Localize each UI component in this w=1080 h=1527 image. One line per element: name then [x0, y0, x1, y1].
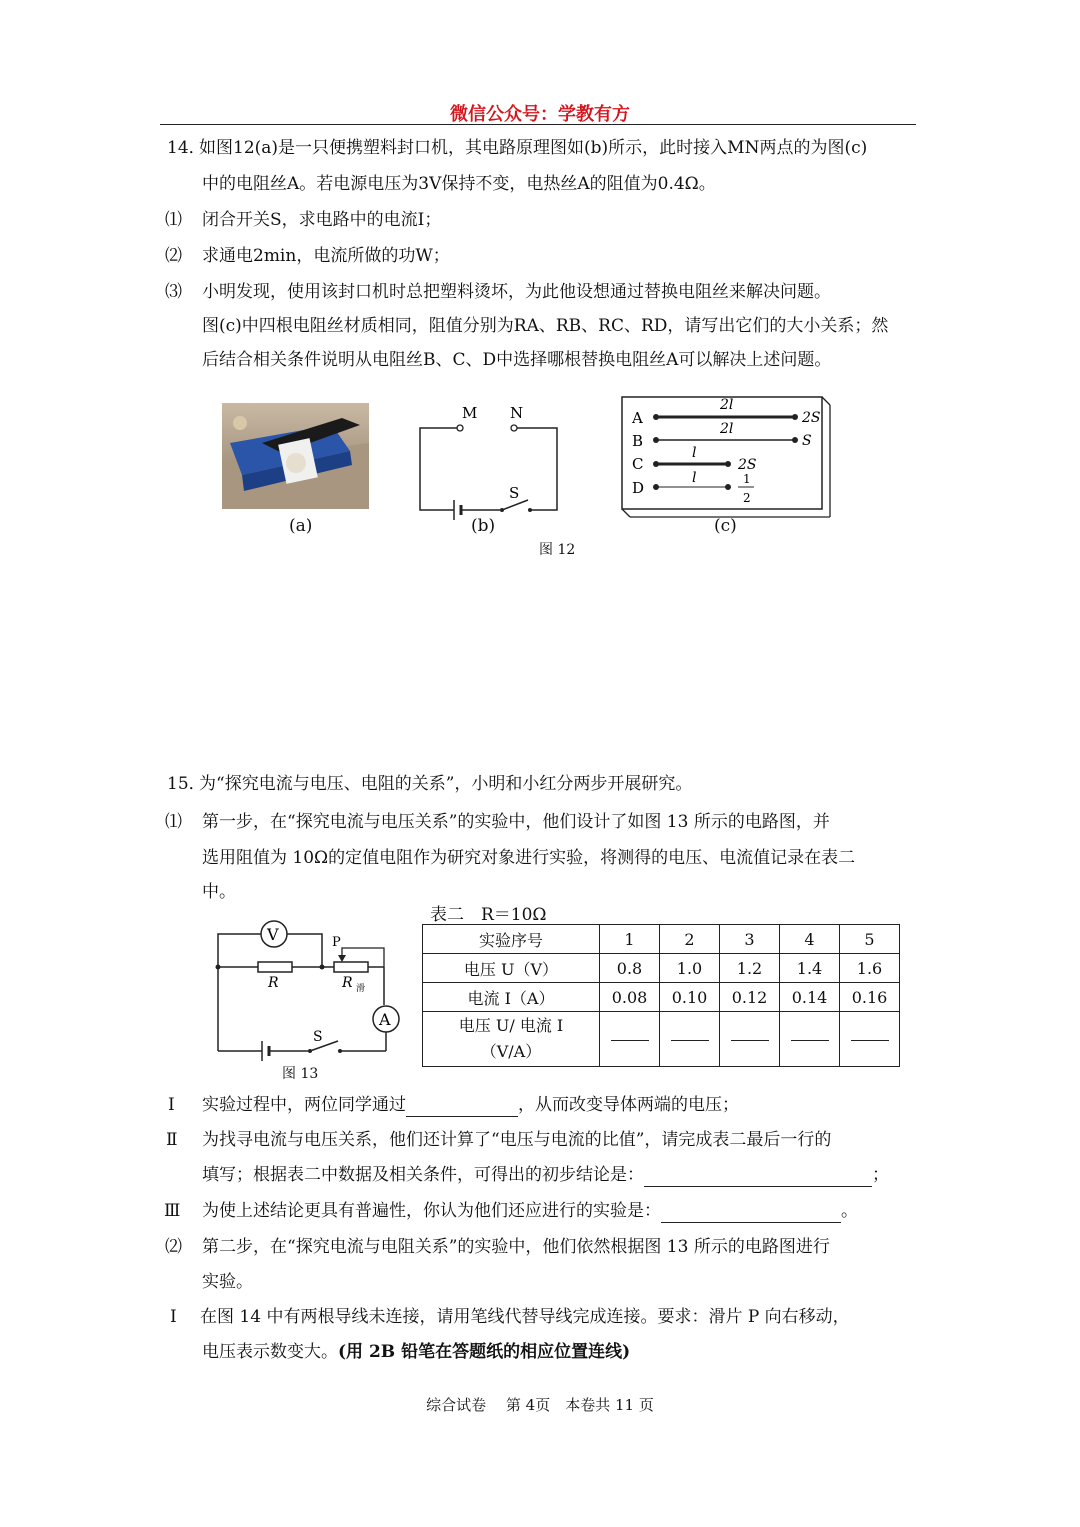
table-header: 实验序号 [423, 925, 600, 954]
ratio-label-1: 电压 U/ 电流 I [458, 1016, 564, 1035]
slider-p-label: P [332, 935, 341, 950]
q14-number: 14． [167, 138, 206, 158]
wire-a-area: 2S [802, 410, 821, 426]
wire-d-length: l [692, 470, 697, 486]
answer-blank[interactable] [644, 1168, 872, 1187]
ratio-cell[interactable] [660, 1012, 720, 1067]
q15-iii-a: 为使上述结论更具有普遍性，你认为他们还应进行的实验是： [202, 1201, 661, 1221]
wire-c-length: l [692, 445, 697, 461]
wire-b-label: B [632, 432, 644, 450]
voltage-cell: 0.8 [600, 954, 660, 983]
voltage-cell: 1.4 [780, 954, 840, 983]
q15-i2-number: Ⅰ [170, 1307, 177, 1327]
table-header: 1 [600, 925, 660, 954]
terminal-m [457, 425, 463, 431]
wires-board-c [620, 395, 835, 520]
table-header: 4 [780, 925, 840, 954]
q15-iii [202, 1199, 858, 1223]
q14-p2: 求通电2min，电流所做的功W； [202, 246, 450, 266]
q15-number: 15． [167, 774, 206, 794]
wire-d-label: D [632, 479, 645, 497]
resistor-r-label: R [268, 975, 279, 991]
q15-ii-1: 为找寻电流与电压关系，他们还计算了“电压与电流的比值”，请完成表二最后一行的 [202, 1130, 832, 1150]
wire-c-area: 2S [738, 457, 757, 473]
table-row [423, 925, 900, 954]
q15-i-text-b: ，从而改变导体两端的电压； [518, 1095, 739, 1115]
q14-p3-3: 后结合相关条件说明从电阻丝B、C、D中选择哪根替换电阻丝A可以解决上述问题。 [202, 350, 832, 370]
rheostat-sub: 滑 [356, 984, 366, 994]
current-cell: 0.12 [720, 983, 780, 1012]
table-header: 2 [660, 925, 720, 954]
q15-i-number: Ⅰ [168, 1095, 175, 1115]
q14-p3-1: 小明发现，使用该封口机时总把塑料烫坏，为此他设想通过替换电阻丝来解决问题。 [202, 282, 831, 302]
table-row [423, 1012, 900, 1067]
q14-p3-number: ⑶ [165, 282, 182, 302]
q15-i2-2 [202, 1340, 630, 1364]
answer-blank[interactable] [406, 1098, 518, 1117]
q15-p2-2: 实验。 [202, 1272, 253, 1292]
page-footer: 综合试卷 第 4页 本卷共 11 页 [426, 1396, 654, 1414]
switch-s-label: S [313, 1029, 323, 1045]
q15-i2-2b: (用 2B 铅笔在答题纸的相应位置连线) [338, 1342, 631, 1362]
voltmeter-label: V [267, 925, 279, 944]
circuit-b [412, 400, 572, 525]
q15-iii-number: Ⅲ [164, 1201, 181, 1221]
table-header: 5 [840, 925, 900, 954]
wire-d-frac-num: 1 [743, 472, 751, 486]
voltage-cell: 1.0 [660, 954, 720, 983]
q15-intro: 为“探究电流与电压、电阻的关系”，小明和小红分两步开展研究。 [199, 774, 693, 794]
table-row [423, 983, 900, 1012]
q15-p1-1: 第一步，在“探究电流与电压关系”的实验中，他们设计了如图 13 所示的电路图，并 [202, 812, 830, 832]
fig12-c-label: (c) [714, 516, 737, 536]
wire-b-length: 2l [720, 421, 734, 437]
answer-blank [671, 1040, 709, 1041]
table2 [422, 924, 900, 1067]
q14-p3-2: 图(c)中四根电阻丝材质相同，阻值分别为RA、RB、RC、RD，请写出它们的大小关系；然 [202, 316, 889, 336]
slider-p-arrow [338, 955, 346, 962]
current-cell: 0.08 [600, 983, 660, 1012]
q15-i-text-a: 实验过程中，两位同学通过 [202, 1095, 406, 1115]
wire-a-length: 2l [720, 397, 734, 413]
watermark-header: 微信公众号：学教有方 [450, 104, 630, 125]
switch-s-label: S [509, 484, 520, 502]
q15-ii-2 [202, 1163, 889, 1187]
q15-ii-number: Ⅱ [166, 1130, 178, 1150]
fig12-a-label: (a) [289, 516, 313, 536]
current-cell: 0.14 [780, 983, 840, 1012]
terminal-n [511, 425, 517, 431]
answer-blank [731, 1040, 769, 1041]
q15-ii-2b: ； [872, 1165, 889, 1185]
q15-p2-1: 第二步，在“探究电流与电阻关系”的实验中，他们依然根据图 13 所示的电路图进行 [202, 1237, 830, 1257]
wire-d-frac-den: 2 [743, 491, 751, 505]
wire-a-label: A [632, 409, 643, 427]
table-row [423, 954, 900, 983]
rheostat [334, 962, 368, 972]
q15-p2-number: ⑵ [165, 1237, 182, 1257]
current-cell: 0.16 [840, 983, 900, 1012]
wire-b-area: S [802, 433, 812, 449]
q15-i [202, 1093, 739, 1117]
table-header: 3 [720, 925, 780, 954]
answer-blank [791, 1040, 829, 1041]
ratio-cell[interactable] [600, 1012, 660, 1067]
voltage-cell: 1.2 [720, 954, 780, 983]
voltage-label: 电压 U（V） [423, 954, 600, 983]
q15-p1-number: ⑴ [165, 812, 182, 832]
terminal-m-label: M [462, 404, 478, 422]
q14-p1: 闭合开关S，求电路中的电流I； [202, 210, 442, 230]
circuit-fig13 [210, 915, 410, 1065]
q14-intro-2: 中的电阻丝A。若电源电压为3V保持不变，电热丝A的阻值为0.4Ω。 [202, 174, 716, 194]
q15-p1-2: 选用阻值为 10Ω的定值电阻作为研究对象进行实验，将测得的电压、电流值记录在表二 [202, 848, 856, 868]
q15-i2-2a: 电压表示数变大。 [202, 1342, 338, 1362]
rheostat-label: R [342, 975, 353, 991]
resistor-r [258, 962, 292, 972]
table2-title: 表二 R＝10Ω [430, 905, 547, 925]
terminal-n-label: N [510, 404, 524, 422]
q14-p2-number: ⑵ [165, 246, 182, 266]
ratio-cell[interactable] [780, 1012, 840, 1067]
q15-p1-3: 中。 [202, 882, 236, 902]
fig13-caption: 图 13 [282, 1066, 319, 1082]
ratio-label-2: （V/A） [480, 1042, 542, 1061]
ratio-label-cell [423, 1012, 600, 1067]
q15-ii-2a: 填写；根据表二中数据及相关条件，可得出的初步结论是： [202, 1165, 644, 1185]
answer-blank [611, 1040, 649, 1041]
q15-iii-b: 。 [841, 1201, 858, 1221]
q14-intro-1: 如图12(a)是一只便携塑料封口机，其电路原理图如(b)所示，此时接入MN两点的为图(c) [199, 138, 868, 158]
voltage-cell: 1.6 [840, 954, 900, 983]
header-rule [160, 124, 916, 125]
ratio-cell[interactable] [840, 1012, 900, 1067]
ratio-cell[interactable] [720, 1012, 780, 1067]
sealer-photo [222, 403, 369, 509]
answer-blank[interactable] [661, 1204, 841, 1223]
current-label: 电流 I（A） [423, 983, 600, 1012]
wire-c-label: C [632, 455, 644, 473]
fig12-caption: 图 12 [539, 542, 576, 558]
q15-i2-1: 在图 14 中有两根导线未连接，请用笔线代替导线完成连接。要求：滑片 P 向右移动， [200, 1307, 850, 1327]
answer-blank [851, 1040, 889, 1041]
current-cell: 0.10 [660, 983, 720, 1012]
ammeter-label: A [379, 1010, 391, 1029]
fig12-b-label: (b) [471, 516, 496, 536]
q14-p1-number: ⑴ [165, 210, 182, 230]
